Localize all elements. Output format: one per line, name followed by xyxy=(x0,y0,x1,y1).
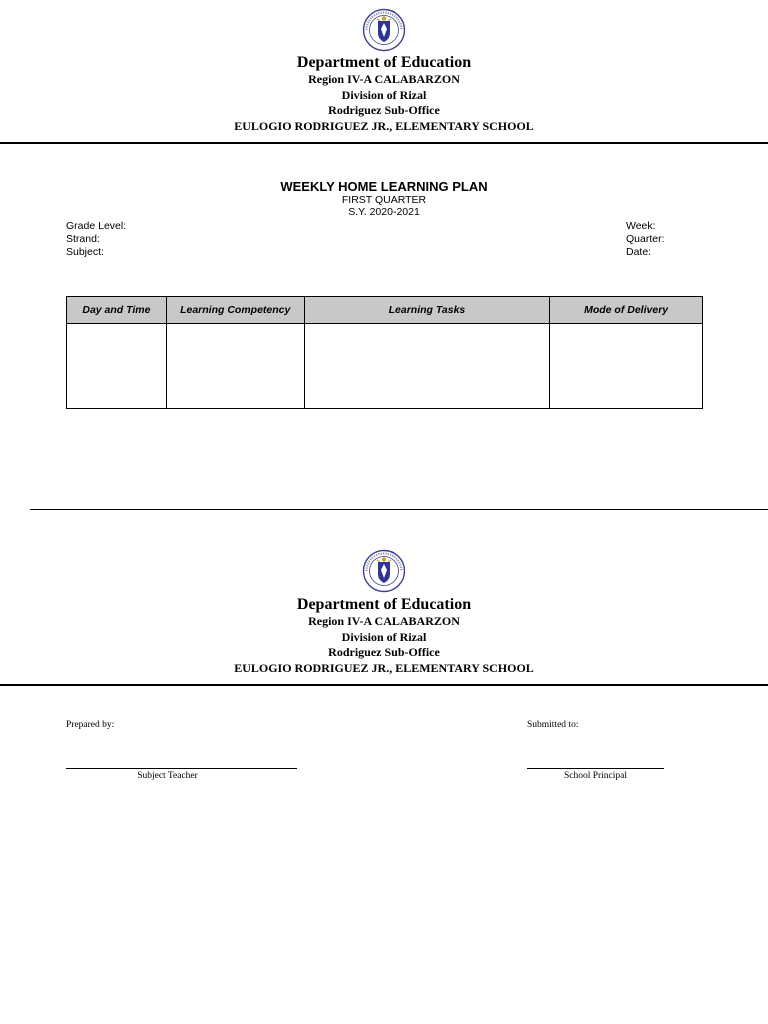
school-principal-label: School Principal xyxy=(563,771,628,781)
fields-left xyxy=(66,220,126,258)
table-header-row xyxy=(67,297,703,324)
cell-learning-competency xyxy=(166,324,304,409)
school-name: EULOGIO RODRIGUEZ JR., ELEMENTARY SCHOOL xyxy=(234,118,534,133)
deped-seal-icon xyxy=(362,8,406,52)
fields-right xyxy=(626,220,665,258)
suboffice-name: Rodriguez Sub-Office xyxy=(328,645,440,659)
letterhead-bottom xyxy=(0,596,768,676)
col-mode-of-delivery: Mode of Delivery xyxy=(550,297,703,324)
region-name: Region IV-A CALABARZON xyxy=(308,72,460,86)
submitted-to-label: Submitted to: xyxy=(527,720,579,730)
strand-field: Strand: xyxy=(66,232,100,245)
page-break-line xyxy=(30,509,768,510)
plan-heading xyxy=(0,179,768,218)
deped-seal-icon xyxy=(362,549,406,593)
header-divider xyxy=(0,142,768,144)
col-day-and-time: Day and Time xyxy=(67,297,167,324)
principal-signature-line xyxy=(527,768,664,769)
cell-mode-of-delivery xyxy=(550,324,703,409)
plan-title: WEEKLY HOME LEARNING PLAN xyxy=(280,179,488,194)
subject-field: Subject: xyxy=(66,245,104,258)
grade-level-field: Grade Level: xyxy=(66,220,127,232)
plan-quarter: FIRST QUARTER xyxy=(341,194,427,206)
division-name: Division of Rizal xyxy=(341,87,427,102)
quarter-field: Quarter: xyxy=(626,232,665,245)
prepared-by-label: Prepared by: xyxy=(66,720,115,730)
suboffice-name: Rodriguez Sub-Office xyxy=(328,103,440,117)
cell-day-and-time xyxy=(67,324,167,409)
col-learning-tasks: Learning Tasks xyxy=(304,297,550,324)
header-divider xyxy=(0,684,768,686)
week-field: Week: xyxy=(626,220,656,232)
school-name: EULOGIO RODRIGUEZ JR., ELEMENTARY SCHOOL xyxy=(234,660,534,675)
learning-plan-table xyxy=(66,296,703,409)
department-name: Department of Education xyxy=(296,54,472,71)
division-name: Division of Rizal xyxy=(341,629,427,644)
subject-teacher-label: Subject Teacher xyxy=(137,771,198,781)
letterhead-top xyxy=(0,54,768,134)
table-row xyxy=(67,324,703,409)
teacher-signature-line xyxy=(66,768,297,769)
region-name: Region IV-A CALABARZON xyxy=(308,614,460,628)
plan-school-year: S.Y. 2020-2021 xyxy=(348,206,420,218)
cell-learning-tasks xyxy=(304,324,550,409)
date-field: Date: xyxy=(626,245,652,258)
col-learning-competency: Learning Competency xyxy=(166,297,304,324)
department-name: Department of Education xyxy=(296,596,472,613)
